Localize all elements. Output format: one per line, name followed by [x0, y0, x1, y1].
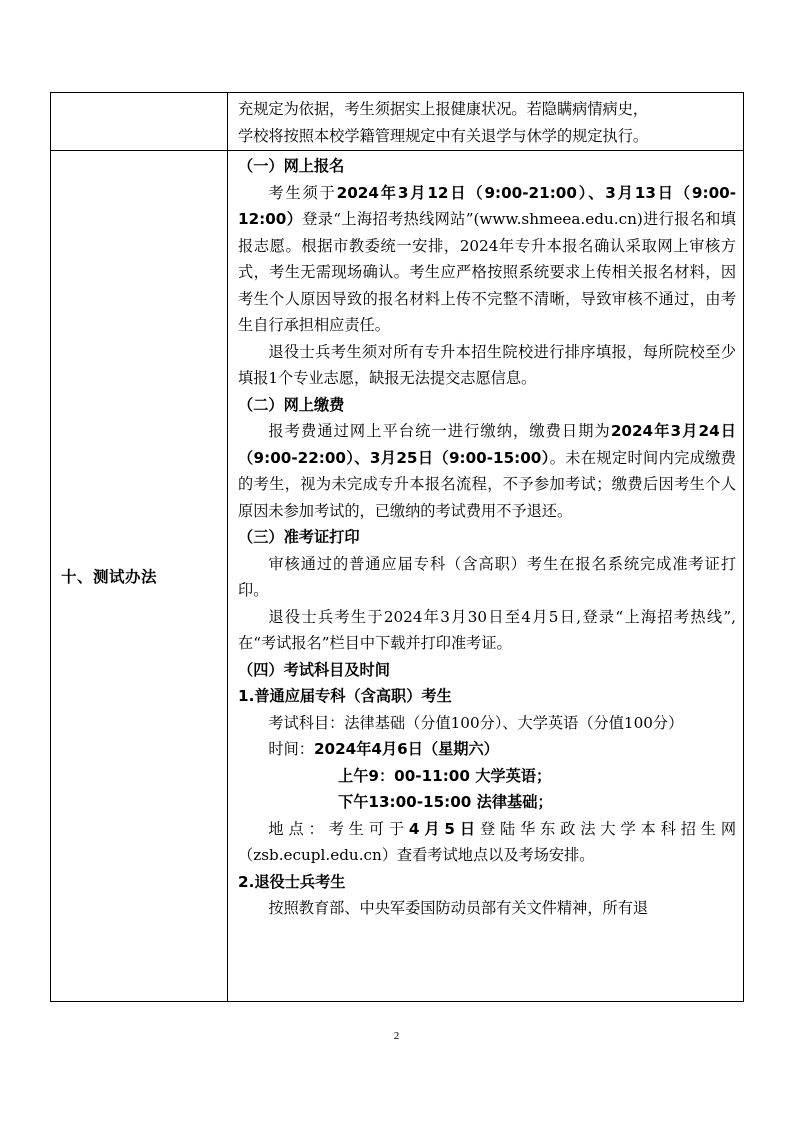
- paragraph: 退役士兵考生于2024年3月30日至4月5日,登录“上海招考热线”,在“考试报名”栏目中下载并打印准考证。: [238, 607, 736, 652]
- subsection-heading: 1.普通应届专科（含高职）考生: [238, 687, 452, 705]
- page-number: 2: [393, 1030, 400, 1042]
- row-content-cell: [228, 93, 744, 151]
- paragraph: 报考费通过网上平台统一进行缴纳，缴费日期为2024年3月24日（9:00-22:00）、3月25日（9:00-15:00）。未在规定时间内完成缴费的考生，视为未完成专升本报名流程，不予参加考试；缴费后因考生个人原因未参加考试的，已缴纳的考试费用不予退还。: [238, 422, 736, 520]
- text-line: 充规定为依据，考生须据实上报健康状况。若隐瞒病情病史，: [238, 100, 649, 118]
- paragraph: 按照教育部、中央军委国防动员部有关文件精神，所有退: [268, 899, 649, 917]
- row-content-cell: [228, 151, 744, 1002]
- table-row: [51, 93, 744, 151]
- paragraph: 退役士兵考生须对所有专升本招生院校进行排序填报，每所院校至少填报1个专业志愿，缺报无法提交志愿信息。: [238, 342, 736, 387]
- subsection-heading: 2.退役士兵考生: [238, 872, 346, 891]
- table-row: [51, 151, 744, 1002]
- section-heading-online-registration: （一）网上报名: [238, 157, 345, 175]
- paragraph: 审核通过的普通应届专科（含高职）考生在报名系统完成准考证打印。: [238, 554, 736, 599]
- exam-time: 时间：2024年4月6日（星期六）: [268, 740, 499, 758]
- paragraph: 地点：考生可于4月5日登陆华东政法大学本科招生网（zsb.ecupl.edu.cn）查看考试地点以及考场安排。: [238, 819, 737, 864]
- text-line: 学校将按照本校学籍管理规定中有关退学与休学的规定执行。: [238, 126, 649, 145]
- section-heading-exam-subjects: （四）考试科目及时间: [238, 660, 390, 679]
- document-table: [50, 92, 744, 1002]
- paragraph: 考试科目：法律基础（分值100分）、大学英语（分值100分）: [268, 713, 684, 732]
- section-label: 十、测试办法: [61, 568, 158, 586]
- section-heading-admission-ticket: （三）准考证打印: [238, 528, 360, 546]
- paragraph: 考生须于2024年3月12日（9:00-21:00）、3月13日（9:00-12:00）登录“上海招考热线网站”(www.shmeea.edu.cn)进行报名和填报志愿。根据市教委统一安排，2024年专升本报名确认采取网上审核方式，考生无需现场确认。考生应严格按照系统要求上传相关报名材料，因考生个人原因导致的报名材料上传不完整不清晰，导致审核不通过，由考生自行承担相应责任。: [238, 183, 737, 334]
- section-heading-online-payment: （二）网上缴费: [238, 395, 345, 414]
- schedule-afternoon: 下午13:00-15:00 法律基础；: [338, 793, 553, 811]
- row-label-cell: [51, 93, 228, 151]
- schedule-morning: 上午9：00-11:00 大学英语；: [338, 766, 552, 785]
- row-label-cell: [51, 151, 228, 1002]
